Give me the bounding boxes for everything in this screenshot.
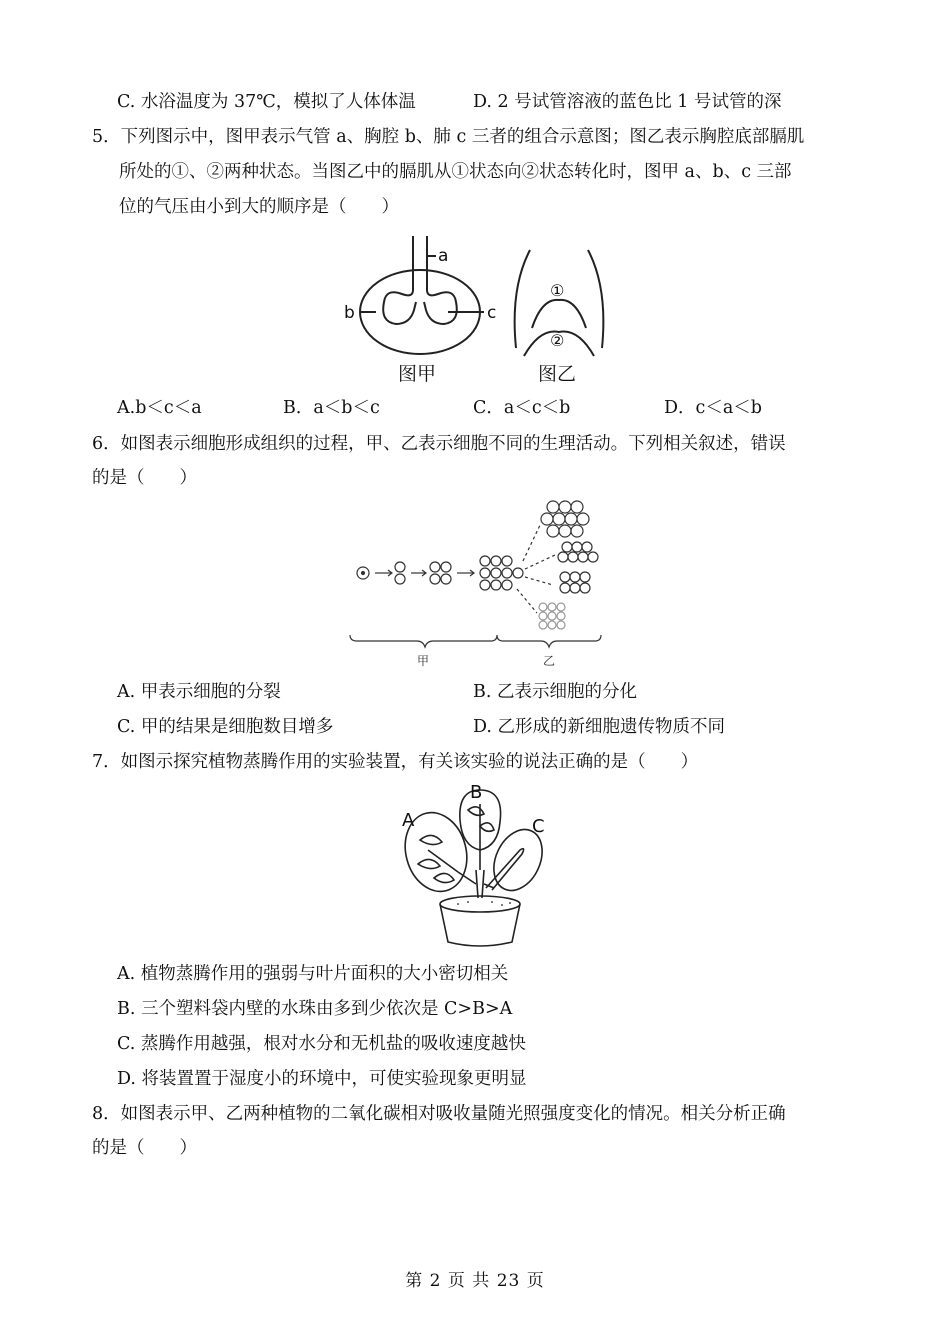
- label-a: a: [438, 246, 449, 266]
- q6-option-a: A. 甲表示细胞的分裂: [117, 682, 281, 702]
- q5-stem-line2: 所处的①、②两种状态。当图乙中的膈肌从①状态向②状态转化时，图甲 a、b、c 三部: [119, 162, 792, 182]
- label-B: B: [470, 782, 483, 803]
- q7-option-c: C. 蒸腾作用越强，根对水分和无机盐的吸收速度越快: [117, 1034, 526, 1054]
- q6-figure-cell-division: [345, 495, 610, 673]
- q4-option-d: D. 2 号试管溶液的蓝色比 1 号试管的深: [473, 92, 782, 112]
- label-c: c: [487, 303, 497, 323]
- label-b: b: [344, 303, 355, 323]
- q7-option-a: A. 植物蒸腾作用的强弱与叶片面积的大小密切相关: [117, 964, 509, 984]
- label-yi: 乙: [543, 654, 556, 668]
- figure-jia: [360, 236, 484, 354]
- state-2: ②: [550, 331, 565, 350]
- label-jia: 甲: [417, 654, 430, 668]
- q6-stem-line2: 的是（ ）: [92, 468, 197, 488]
- q7-option-d: D. 将装置置于湿度小的环境中，可使实验现象更明显: [117, 1069, 527, 1089]
- q5-stem-line3: 位的气压由小到大的顺序是（ ）: [119, 197, 399, 217]
- q7-option-b: B. 三个塑料袋内壁的水珠由多到少依次是 C>B>A: [117, 999, 513, 1019]
- q5-option-b: B．a＜b＜c: [283, 398, 380, 418]
- state-1: ①: [550, 281, 565, 300]
- q5-stem-line1: 5．下列图示中，图甲表示气管 a、胸腔 b、肺 c 三者的组合示意图；图乙表示胸腔底部膈肌: [92, 127, 805, 147]
- q6-option-b: B. 乙表示细胞的分化: [473, 682, 637, 702]
- q5-option-d: D．c＜a＜b: [664, 398, 762, 418]
- q7-stem: 7．如图示探究植物蒸腾作用的实验装置，有关该实验的说法正确的是（ ）: [92, 752, 699, 772]
- q4-option-c: C. 水浴温度为 37℃，模拟了人体体温: [117, 92, 416, 112]
- q5-option-c: C．a＜c＜b: [473, 398, 571, 418]
- q7-figure-transpiration: [398, 780, 558, 948]
- q6-option-c: C. 甲的结果是细胞数目增多: [117, 717, 334, 737]
- q6-stem-line1: 6．如图表示细胞形成组织的过程，甲、乙表示细胞不同的生理活动。下列相关叙述，错误: [92, 434, 786, 454]
- page-footer: 第 2 页 共 23 页: [405, 1271, 545, 1291]
- q5-option-a: A.b＜c＜a: [117, 398, 202, 418]
- label-C: C: [532, 816, 545, 837]
- q5-figure-respiration: [330, 228, 610, 388]
- label-A: A: [402, 810, 415, 831]
- q8-stem-line2: 的是（ ）: [92, 1138, 197, 1158]
- q8-stem-line1: 8．如图表示甲、乙两种植物的二氧化碳相对吸收量随光照强度变化的情况。相关分析正确: [92, 1104, 786, 1124]
- q6-option-d: D. 乙形成的新细胞遗传物质不同: [473, 717, 726, 737]
- caption-yi: 图乙: [538, 363, 577, 385]
- caption-jia: 图甲: [398, 363, 437, 385]
